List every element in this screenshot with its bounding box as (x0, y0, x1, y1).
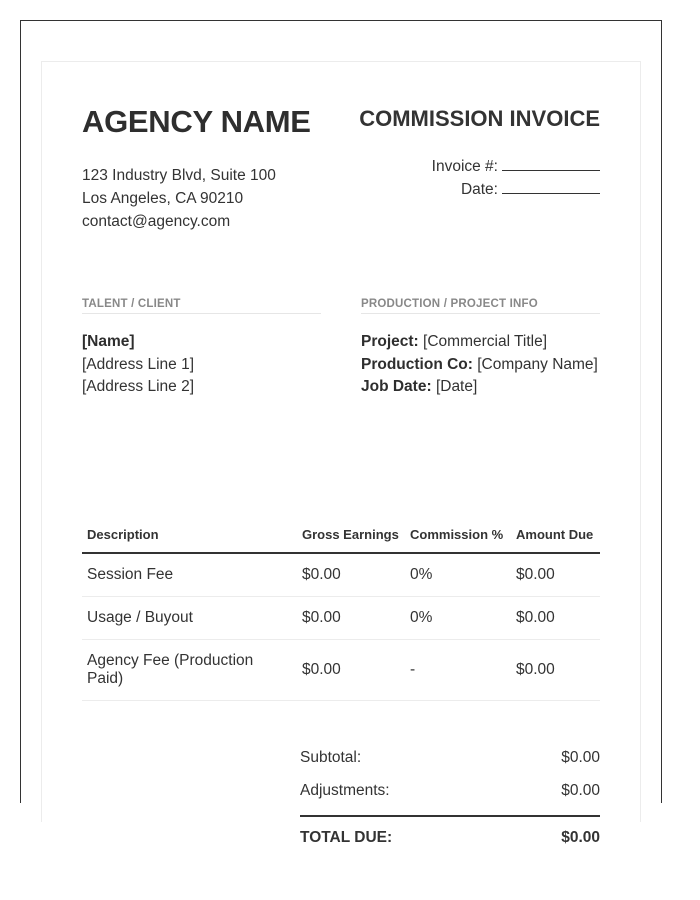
row-gross: $0.00 (297, 597, 405, 640)
project-label: Project: (361, 333, 419, 350)
production-co-row (361, 354, 600, 377)
invoice-number-row (432, 155, 600, 178)
row-description: Usage / Buyout (82, 597, 297, 640)
project-info (361, 331, 600, 399)
total-due-row (300, 828, 600, 848)
table-header-row (82, 522, 600, 553)
talent-address-line1: [Address Line 1] (82, 355, 195, 373)
subtotal-row (300, 748, 600, 781)
production-co-label: Production Co: (361, 355, 473, 373)
talent-section (82, 298, 321, 399)
row-description: Agency Fee (Production Paid) (82, 640, 297, 701)
invoice-date-label: Date: (460, 181, 498, 198)
row-description: Session Fee (82, 553, 297, 597)
row-amount: $0.00 (511, 640, 600, 701)
invoice-date-field[interactable] (502, 178, 600, 194)
talent-address-line2: [Address Line 2] (82, 378, 195, 395)
invoice-title: COMMISSION INVOICE (359, 106, 600, 131)
table-row (82, 640, 600, 701)
row-commission: - (405, 640, 511, 701)
talent-section-label: TALENT / CLIENT (82, 298, 321, 314)
project-row (361, 331, 600, 354)
row-commission: 0% (405, 553, 511, 597)
line-items-table (82, 522, 600, 701)
subtotal-value: $0.00 (561, 749, 600, 766)
invoice-number-label: Invoice #: (431, 158, 498, 175)
column-header-commission: Commission % (405, 522, 511, 553)
row-gross: $0.00 (297, 640, 405, 701)
column-header-description: Description (82, 522, 297, 553)
agency-email: contact@agency.com (82, 213, 231, 230)
talent-name: [Name] (82, 333, 135, 350)
invoice-date-row (432, 178, 600, 201)
total-due-value: $0.00 (561, 829, 600, 846)
totals-section (300, 748, 600, 848)
table-row (82, 553, 600, 597)
row-amount: $0.00 (511, 553, 600, 597)
column-header-amount-due: Amount Due (511, 522, 600, 553)
adjustments-label: Adjustments: (300, 782, 390, 799)
row-gross: $0.00 (297, 553, 405, 597)
project-section (361, 298, 600, 399)
total-due-label: TOTAL DUE: (300, 829, 393, 846)
subtotal-label: Subtotal: (300, 749, 362, 766)
agency-address-line2: Los Angeles, CA 90210 (82, 190, 244, 207)
page-frame (20, 20, 662, 846)
invoice-meta (432, 155, 600, 201)
job-date-row (361, 376, 600, 399)
talent-info (82, 331, 321, 399)
agency-name: AGENCY NAME (82, 104, 311, 139)
row-amount: $0.00 (511, 597, 600, 640)
project-value: [Commercial Title] (423, 333, 548, 350)
column-header-gross-earnings: Gross Earnings (297, 522, 405, 553)
job-date-value: [Date] (435, 378, 478, 395)
job-date-label: Job Date: (361, 378, 432, 395)
adjustments-value: $0.00 (561, 782, 600, 799)
agency-address-line1: 123 Industry Blvd, Suite 100 (82, 167, 276, 184)
invoice-document (41, 61, 641, 846)
adjustments-row (300, 781, 600, 814)
agency-address (82, 164, 276, 233)
table-row (82, 597, 600, 640)
totals-divider (300, 815, 600, 817)
project-section-label: PRODUCTION / PROJECT INFO (361, 298, 600, 314)
row-commission: 0% (405, 597, 511, 640)
invoice-number-field[interactable] (502, 155, 600, 171)
production-co-value: [Company Name] (477, 355, 598, 373)
